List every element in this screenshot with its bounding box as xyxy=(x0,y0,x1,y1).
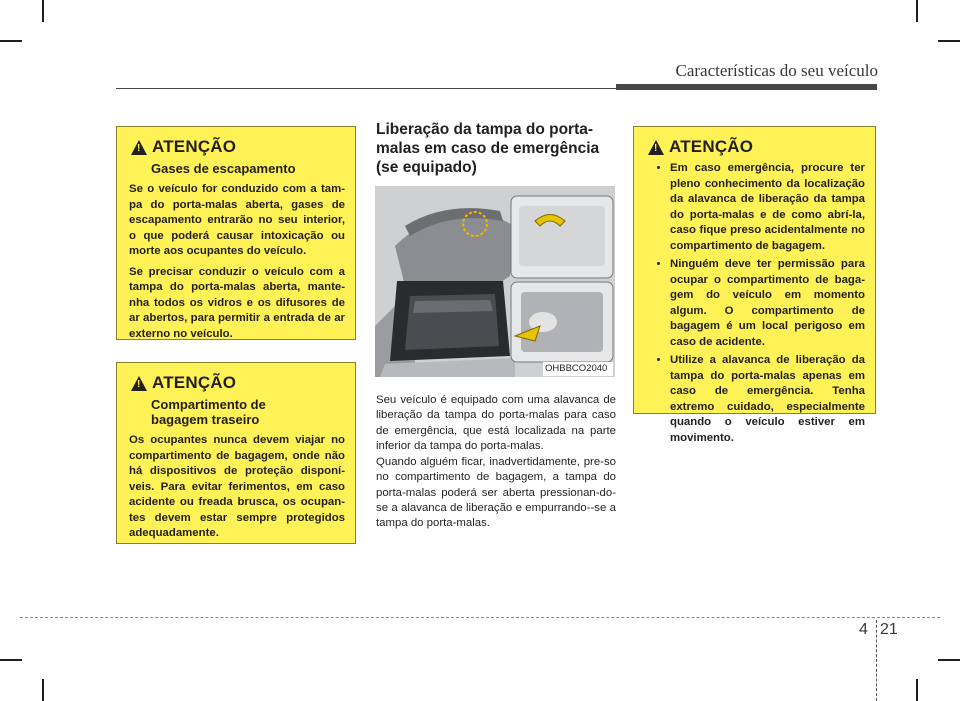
crop-mark xyxy=(0,659,22,661)
warning-list xyxy=(646,161,865,446)
crop-mark xyxy=(916,679,918,701)
warning-triangle-icon xyxy=(648,140,664,155)
crop-mark xyxy=(916,0,918,22)
footer-rule xyxy=(20,617,940,618)
warning-heading xyxy=(129,373,345,393)
warning-box-exhaust xyxy=(116,126,356,340)
warning-heading-text: ATENÇÃO xyxy=(669,137,754,156)
chapter-number: 4 xyxy=(859,621,868,638)
warning-list-item: • Em caso emergência, procure ter pleno conhecimento da localização da alavanca de liberação da tampa do porta-malas e de como abrí-la, caso fique preso acidentalmente no compartimento de bagagem. xyxy=(670,161,865,254)
warning-heading xyxy=(646,137,865,157)
warning-list-item: • Ninguém deve ter permissão para ocupar o compartimento de baga-gem do veículo em momento algum. O compartimento de bagagem é um local perigoso em caso de acidente. xyxy=(670,257,865,350)
warning-paragraph: Se o veículo for conduzido com a tam-pa do porta-malas aberta, gases de escapamento entrarão no seu interior, o que poderá causar intoxicação ou morte aos ocupantes do veículo. xyxy=(129,183,345,257)
header-bar xyxy=(616,84,877,90)
warning-triangle-icon xyxy=(131,140,147,155)
warning-subtitle: Compartimento de bagagem traseiro xyxy=(151,397,266,427)
trunk-illustration xyxy=(375,186,615,377)
image-code: OHBBCO2040 xyxy=(545,363,608,374)
page-header-title: Características do seu veículo xyxy=(675,61,878,80)
crop-mark xyxy=(42,679,44,701)
warning-paragraph: Os ocupantes nunca devem viajar no compartimento de bagagem, onde não há dispositivos de proteção disponí-veis. Para evitar ferimentos, em caso acidente ou freada brusca, os ocupan-tes devem estar sempre protegidos adequadamente. xyxy=(129,434,345,539)
page-number: 21 xyxy=(880,621,898,638)
warning-subtitle: Gases de escapamento xyxy=(151,161,296,176)
warning-heading-text: ATENÇÃO xyxy=(152,137,237,156)
section-paragraph: Seu veículo é equipado com uma alavanca de liberação da tampa do porta-malas para caso de emergência, que está localizada na parte inferior da tampa do porta-malas. xyxy=(376,394,616,452)
warning-list-item: • Utilize a alavanca de liberação da tampa do porta-malas apenas em caso de emergência. Tenha extremo cuidado, especialmente quando o veículo estiver em movimento. xyxy=(670,353,865,446)
warning-triangle-icon xyxy=(131,376,147,391)
trunk-photo xyxy=(375,186,615,377)
crop-mark xyxy=(42,0,44,22)
footer-divider xyxy=(876,620,877,701)
crop-mark xyxy=(938,40,960,42)
crop-mark xyxy=(0,40,22,42)
crop-mark xyxy=(938,659,960,661)
header-rule xyxy=(116,88,616,89)
warning-box-emergency xyxy=(633,126,876,444)
warning-heading-text: ATENÇÃO xyxy=(152,373,237,392)
warning-box-luggage xyxy=(116,362,356,544)
warning-heading xyxy=(129,137,345,157)
section-title: Liberação da tampa do porta-malas em caso de emergência (se equipado) xyxy=(376,121,600,176)
warning-paragraph: Se precisar conduzir o veículo com a tampa do porta-malas aberta, mante-nha todos os vidros e os difusores de ar abertos, para permitir a entrada de ar externo no veículo. xyxy=(129,265,345,340)
section-paragraph: Quando alguém ficar, inadvertidamente, pre-so no compartimento de bagagem, a tampa do porta-malas poderá ser aberta pressionan-do-se a alavanca de liberação e empurrando--se a tampa do porta-malas. xyxy=(376,456,616,530)
